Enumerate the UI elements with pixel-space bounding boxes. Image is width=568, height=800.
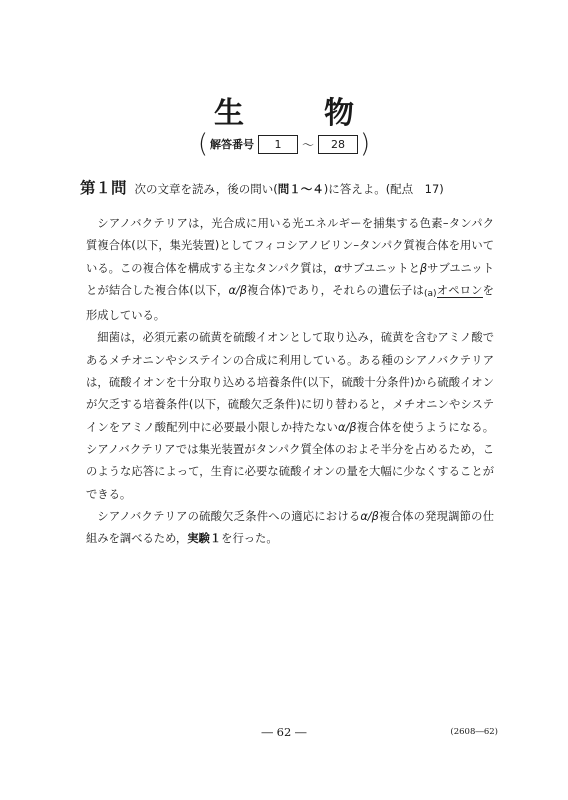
paragraph-1 bbox=[86, 213, 494, 327]
experiment-1-label: 実験１ bbox=[187, 532, 222, 546]
label-a: (a) bbox=[423, 288, 437, 299]
alpha-beta-symbol-3: α/β bbox=[360, 509, 379, 523]
answer-label: 解答番号 bbox=[209, 138, 254, 151]
answer-tilde: ～ bbox=[301, 137, 314, 152]
title-char-left: 生 bbox=[214, 96, 244, 131]
subject-title bbox=[0, 88, 568, 132]
p1-text-c: サブユニットとが結合した複合体(以下， bbox=[86, 261, 494, 297]
page-code: (2608―62) bbox=[450, 727, 498, 737]
question-header bbox=[80, 176, 444, 198]
paren-open: ( bbox=[197, 129, 208, 159]
title-char-right: 物 bbox=[324, 96, 354, 131]
instruction-bold: 問１～４ bbox=[277, 182, 324, 196]
answer-number-range bbox=[0, 131, 568, 157]
page-number: ― 62 ― bbox=[261, 725, 307, 739]
alpha-beta-symbol-2: α/β bbox=[338, 420, 357, 434]
p3-text-c: を行った。 bbox=[221, 532, 278, 546]
p1-text-b: サブユニットと bbox=[341, 261, 420, 275]
question-instruction bbox=[135, 181, 444, 197]
operon-term: オペロン bbox=[436, 283, 483, 297]
instruction-post: )に答えよ。(配点 17) bbox=[323, 182, 444, 196]
question-number: 第１問 bbox=[80, 179, 127, 197]
paragraph-2 bbox=[86, 327, 494, 505]
alpha-beta-symbol: α/β bbox=[228, 283, 247, 297]
p1-text-e: を形成している。 bbox=[86, 283, 494, 323]
p2-text-b: 複合体を使うようになる。シアノバクテリアでは集光装置がタンパク質全体のおよそ半分を占めるため，このような応答によって，生育に必要な硫酸イオンの量を大幅に少なくすることができる。 bbox=[86, 420, 494, 501]
paragraph-3 bbox=[86, 506, 494, 551]
p3-text-b: 複合体の発現調節の仕組みを調べるため， bbox=[86, 509, 494, 546]
p3-text-a: シアノバクテリアの硫酸欠乏条件への適応における bbox=[97, 509, 361, 523]
alpha-symbol: α bbox=[334, 261, 342, 275]
paren-close: ) bbox=[360, 129, 371, 159]
answer-start-box: 1 bbox=[258, 135, 298, 154]
p2-text-a: 細菌は，必須元素の硫黄を硫酸イオンとして取り込み，硫黄を含むアミノ酸であるメチオニンやシステインの合成に利用している。ある種のシアノバクテリアは，硫酸イオンを十分取り込める培養条件(以下，硫酸十分条件)から硫酸イオンが欠乏する培養条件(以下，硫酸欠乏条件)に切り替わると，メチオニンやシステインをアミノ酸配列中に必要最小限しか持たない bbox=[86, 331, 494, 434]
beta-symbol: β bbox=[419, 261, 428, 275]
answer-end-box: 28 bbox=[318, 135, 358, 154]
passage bbox=[86, 213, 494, 550]
p1-text-a: シアノバクテリアは，光合成に用いる光エネルギーを捕集する色素–タンパク質複合体(以下，集光装置)としてフィコシアノビリン–タンパク質複合体を用いている。この複合体を構成する主なタンパク質は， bbox=[86, 217, 494, 275]
p1-text-d: 複合体)であり，それらの遺伝子は bbox=[246, 283, 424, 297]
instruction-pre: 次の文章を読み，後の問い( bbox=[134, 182, 278, 196]
